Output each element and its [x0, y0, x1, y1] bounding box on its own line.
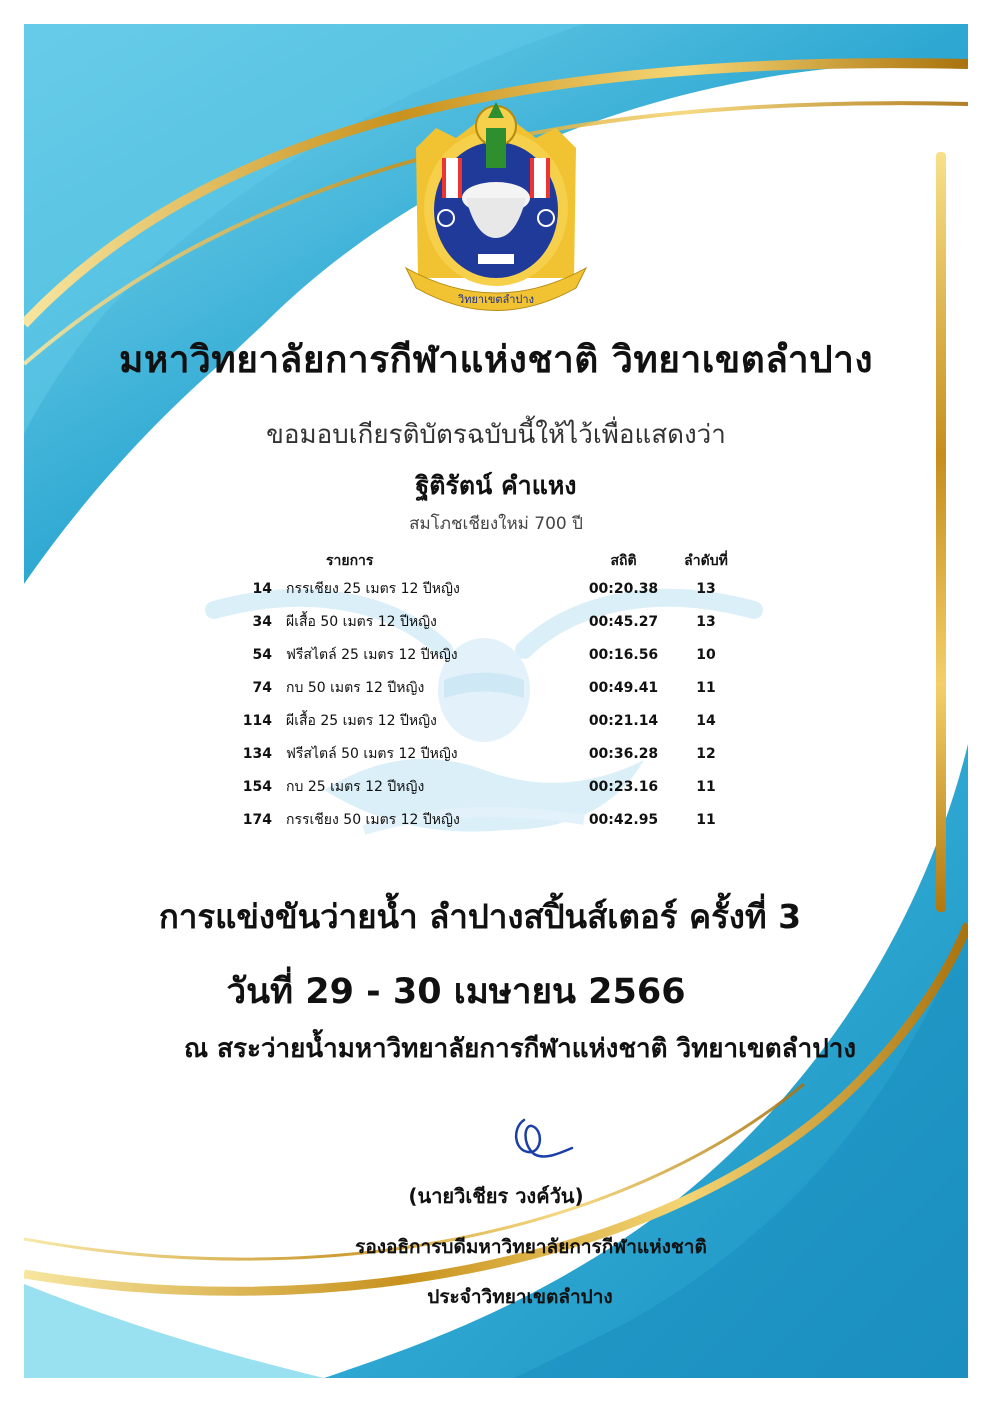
results-header-row — [214, 550, 774, 572]
table-row — [214, 704, 774, 737]
event-name: ฟรีสไตล์ 25 เมตร 12 ปีหญิง — [286, 646, 458, 663]
table-row — [214, 638, 774, 671]
event-number: 134 — [242, 745, 272, 762]
award-statement: ขอมอบเกียรติบัตรฉบับนี้ให้ไว้เพื่อแสดงว่า — [266, 420, 726, 450]
signature-image — [510, 1114, 580, 1164]
event-name: ผีเสื้อ 50 เมตร 12 ปีหญิง — [286, 613, 437, 630]
event-time: 00:23.16 — [588, 778, 659, 795]
table-row — [214, 737, 774, 770]
event-number: 54 — [252, 646, 272, 663]
event-rank: 12 — [696, 745, 716, 762]
event-time: 00:36.28 — [588, 745, 659, 762]
university-emblem — [396, 88, 596, 318]
event-time: 00:49.41 — [588, 679, 659, 696]
certificate — [24, 24, 968, 1378]
event-number: 74 — [252, 679, 272, 696]
competition-date: วันที่ 29 - 30 เมษายน 2566 — [226, 972, 686, 1012]
signer-position: รองอธิการบดีมหาวิทยาลัยการกีฬาแห่งชาติ — [355, 1236, 707, 1258]
event-rank: 11 — [696, 811, 716, 828]
table-row — [214, 803, 774, 836]
event-rank: 13 — [696, 613, 716, 630]
event-number: 114 — [242, 712, 272, 729]
event-number: 174 — [242, 811, 272, 828]
event-time: 00:21.14 — [588, 712, 659, 729]
event-rank: 10 — [696, 646, 716, 663]
event-time: 00:16.56 — [588, 646, 659, 663]
event-rank: 14 — [696, 712, 716, 729]
header-rank: ลำดับที่ — [684, 553, 728, 569]
event-rank: 11 — [696, 679, 716, 696]
university-title: มหาวิทยาลัยการกีฬาแห่งชาติ วิทยาเขตลำปาง — [118, 338, 874, 381]
event-name: กบ 50 เมตร 12 ปีหญิง — [286, 679, 425, 696]
emblem-caption: วิทยาเขตลำปาง — [458, 293, 534, 306]
competition-venue: ณ สระว่ายน้ำมหาวิทยาลัยการกีฬาแห่งชาติ วิทยาเขตลำปาง — [183, 1034, 857, 1064]
table-row — [214, 770, 774, 803]
event-rank: 11 — [696, 778, 716, 795]
header-time: สถิติ — [610, 553, 637, 569]
table-row — [214, 671, 774, 704]
table-row — [214, 605, 774, 638]
event-number: 154 — [242, 778, 272, 795]
signer-name: (นายวิเชียร วงค์วัน) — [408, 1184, 584, 1208]
event-name: ฟรีสไตล์ 50 เมตร 12 ปีหญิง — [286, 745, 458, 762]
event-time: 00:20.38 — [588, 580, 659, 597]
recipient-name: ฐิติรัตน์ คำแหง — [415, 471, 577, 500]
signer-campus: ประจำวิทยาเขตลำปาง — [427, 1286, 613, 1308]
event-rank: 13 — [696, 580, 716, 597]
event-number: 14 — [252, 580, 272, 597]
event-name: ผีเสื้อ 25 เมตร 12 ปีหญิง — [286, 712, 437, 729]
event-name: กรรเชียง 25 เมตร 12 ปีหญิง — [286, 580, 460, 597]
event-name: กบ 25 เมตร 12 ปีหญิง — [286, 778, 425, 795]
event-time: 00:45.27 — [588, 613, 659, 630]
results-table — [214, 550, 774, 836]
event-name: กรรเชียง 50 เมตร 12 ปีหญิง — [286, 811, 460, 828]
event-time: 00:42.95 — [588, 811, 659, 828]
event-number: 34 — [252, 613, 272, 630]
competition-title: การแข่งขันว่ายน้ำ ลำปางสปิ้นส์เตอร์ ครั้งที่ 3 — [158, 897, 802, 936]
table-row — [214, 572, 774, 605]
header-event: รายการ — [326, 553, 374, 569]
club-name: สมโภชเชียงใหม่ 700 ปี — [409, 514, 583, 534]
